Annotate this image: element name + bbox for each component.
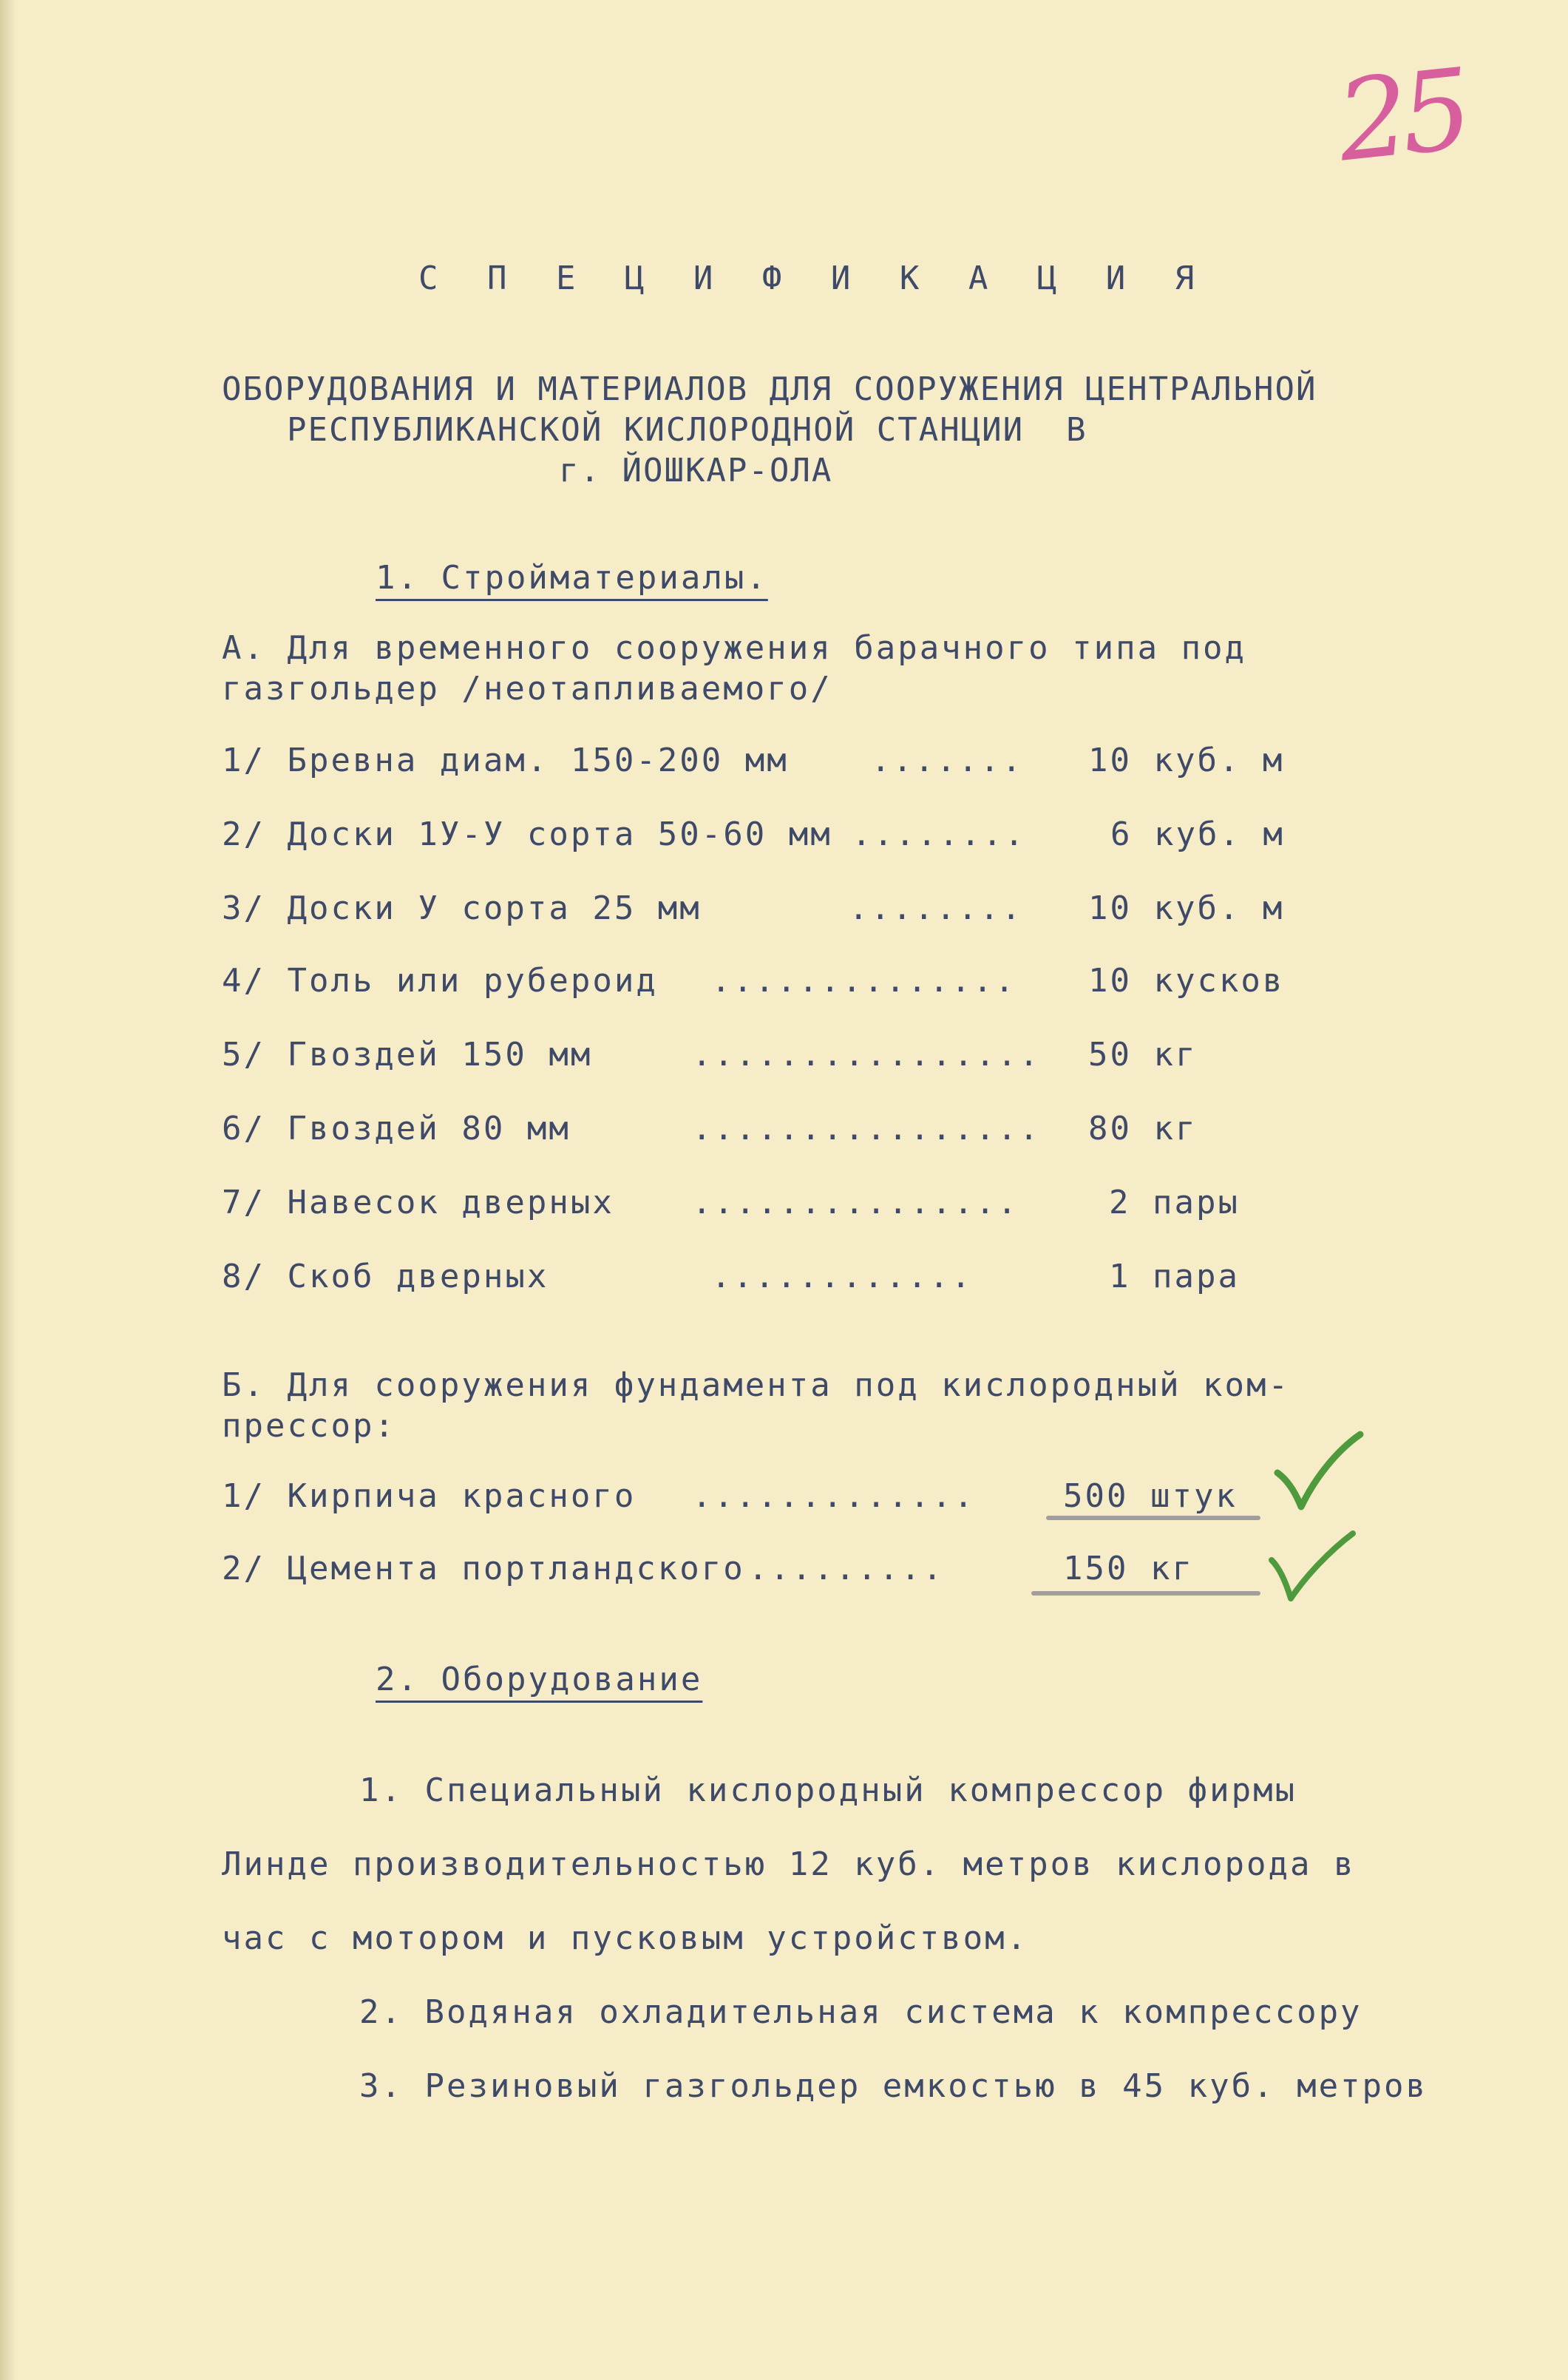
item-a2-dots: ........	[852, 816, 1026, 853]
section-a-intro-line-2: газгольдер /неотапливаемого/	[222, 670, 832, 708]
equipment-2: 2. Водяная охладительная система к компрессору	[359, 1993, 1362, 2031]
item-b2-label: 2/ Цемента портландского	[222, 1550, 745, 1587]
item-a1-dots: .......	[871, 742, 1024, 779]
item-a6-label: 6/ Гвоздей 80 мм	[222, 1110, 571, 1147]
section-1-heading: 1. Стройматериалы.	[376, 559, 768, 597]
item-a3-dots: ........	[849, 889, 1023, 927]
section-b-intro-line-2: прессор:	[222, 1407, 396, 1445]
item-a3-qty: 10 куб. м	[1088, 889, 1285, 927]
pencil-underline-b1	[1046, 1516, 1260, 1520]
item-a5-qty: 50 кг	[1088, 1036, 1198, 1074]
item-b2-dots: .........	[748, 1550, 945, 1587]
document-title: С П Е Ц И Ф И К А Ц И Я	[418, 260, 1209, 297]
item-a8-label: 8/ Скоб дверных	[222, 1258, 549, 1295]
item-b1-label: 1/ Кирпича красного	[222, 1477, 637, 1515]
item-a4-dots: ..............	[711, 962, 1017, 1000]
check-mark-icon	[1266, 1523, 1358, 1612]
section-a-intro-line-1: А. Для временного сооружения барачного типа под	[222, 629, 1247, 667]
item-a7-label: 7/ Навесок дверных	[222, 1184, 614, 1221]
item-a7-dots: ...............	[692, 1184, 1019, 1221]
item-a6-qty: 80 кг	[1088, 1110, 1198, 1147]
subtitle-line-2: РЕСПУБЛИКАНСКОЙ КИСЛОРОДНОЙ СТАНЦИИ В	[287, 411, 1087, 449]
page-edge	[0, 0, 16, 2380]
item-a2-label: 2/ Доски 1У-У сорта 50-60 мм	[222, 816, 832, 853]
section-b-intro-line-1: Б. Для сооружения фундамента под кислородный ком-	[222, 1366, 1291, 1404]
item-a4-label: 4/ Толь или рубероид	[222, 962, 658, 1000]
subtitle-line-3: г. ЙОШКАР-ОЛА	[559, 452, 833, 489]
item-b1-dots: .............	[692, 1477, 976, 1515]
equipment-1-line-3: час с мотором и пусковым устройством.	[222, 1919, 1029, 1957]
equipment-1-line-2: Линде производительностью 12 куб. метров кислорода в	[222, 1845, 1356, 1883]
item-a1-label: 1/ Бревна диам. 150-200 мм	[222, 742, 789, 779]
item-a5-dots: ................	[692, 1036, 1041, 1074]
item-a7-qty: 2 пары	[1109, 1184, 1240, 1221]
item-a4-qty: 10 кусков	[1088, 962, 1285, 1000]
item-a5-label: 5/ Гвоздей 150 мм	[222, 1036, 593, 1074]
item-a1-qty: 10 куб. м	[1088, 742, 1285, 779]
equipment-3: 3. Резиновый газгольдер емкостью в 45 куб. метров	[359, 2067, 1428, 2105]
item-b1-qty: 500 штук	[1063, 1477, 1238, 1515]
item-a8-dots: ............	[711, 1258, 973, 1295]
check-mark-icon	[1272, 1427, 1364, 1516]
item-a3-label: 3/ Доски У сорта 25 мм	[222, 889, 702, 927]
subtitle-line-1: ОБОРУДОВАНИЯ И МАТЕРИАЛОВ ДЛЯ СООРУЖЕНИЯ ЦЕНТРАЛЬНОЙ	[222, 370, 1317, 408]
item-a8-qty: 1 пара	[1109, 1258, 1240, 1295]
item-b2-qty: 150 кг	[1063, 1550, 1194, 1587]
equipment-1-line-1: 1. Специальный кислородный компрессор фирмы	[359, 1772, 1297, 1809]
folio-number: 25	[1331, 45, 1471, 187]
pencil-underline-b2	[1031, 1591, 1260, 1596]
item-a6-dots: ................	[692, 1110, 1041, 1147]
section-2-heading: 2. Оборудование	[376, 1661, 703, 1698]
item-a2-qty: 6 куб. м	[1110, 816, 1285, 853]
